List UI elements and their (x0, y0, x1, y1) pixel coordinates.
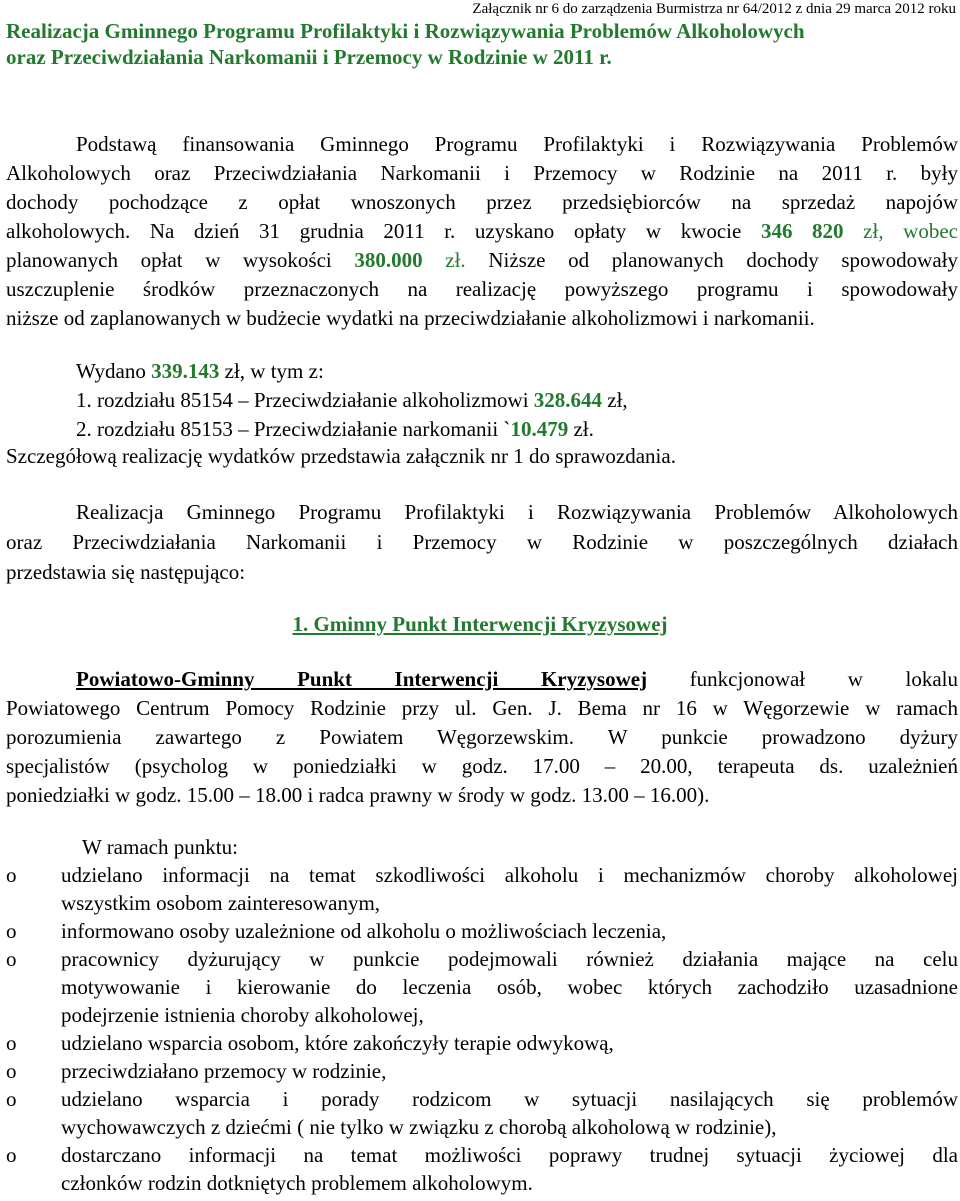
bullet-marker: o (6, 947, 17, 971)
list-item (6, 1085, 958, 1141)
intro-line: alkoholowych. Na dzień 31 grudnia 2011 r. uzyskano opłaty w kwocie 346 820 zł, wobec (6, 219, 958, 243)
punkt-line: poniedziałki w godz. 15.00 – 18.00 i radca prawny w środy w godz. 13.00 – 16.00). (6, 783, 710, 807)
expenses-total: Wydano 339.143 zł, w tym z: (76, 359, 324, 383)
section-heading: 1. Gminny Punkt Interwencji Kryzysowej (292, 612, 668, 636)
title-line-2: oraz Przeciwdziałania Narkomanii i Przemocy w Rodzinie w 2011 r. (6, 45, 612, 69)
realization-paragraph (6, 497, 958, 587)
spent-amount: 339.143 (151, 359, 220, 383)
list-item (6, 917, 958, 945)
punkt-line: porozumienia zawartego z Powiatem Węgorzewskim. W punkcie prowadzono dyżury (6, 725, 958, 749)
list-item-text: udzielano wsparcia osobom, które zakończyły terapie odwykową, (61, 1031, 614, 1055)
list-item-text: podejrzenie istnienia choroby alkoholowej, (61, 1003, 424, 1027)
punkt-line: Powiatowo-Gminny Punkt Interwencji Kryzysowej funkcjonował w lokalu (76, 667, 958, 691)
list-item-text: wszystkim osobom zainteresowanym, (61, 891, 381, 915)
w-ramach-label: W ramach punktu: (82, 835, 238, 859)
bullet-marker: o (6, 1059, 17, 1083)
intro-paragraph (6, 130, 958, 333)
document-title (6, 18, 956, 70)
punkt-line: specjalistów (psycholog w poniedziałki w godz. 17.00 – 20.00, terapeuta ds. uzależnień (6, 754, 958, 778)
activities-list (6, 861, 958, 1197)
title-line-1: Realizacja Gminnego Programu Profilaktyki i Rozwiązywania Problemów Alkoholowych (6, 19, 805, 43)
bullet-marker: o (6, 1143, 17, 1167)
annex-note-paragraph: Szczegółową realizację wydatków przedstawia załącznik nr 1 do sprawozdania. (6, 444, 676, 468)
bullet-marker: o (6, 1031, 17, 1055)
list-item-text: dostarczano informacji na temat możliwości poprawy trudnej sytuacji życiowej dla (61, 1143, 958, 1167)
list-item (6, 861, 958, 917)
intro-line: uszczuplenie środków przeznaczonych na realizację powyższego programu i spowodowały (6, 277, 958, 301)
intro-line: niższe od zaplanowanych w budżecie wydatki na przeciwdziałanie alkoholizmowi i narkomanii. (6, 306, 815, 330)
expenses-list (6, 357, 958, 444)
expense-item: 2. rozdziału 85153 – Przeciwdziałanie narkomanii `10.479 zł. (76, 417, 594, 441)
list-item-text: przeciwdziałano przemocy w rodzinie, (61, 1059, 387, 1083)
header-annex-note: Załącznik nr 6 do zarządzenia Burmistrza nr 64/2012 z dnia 29 marca 2012 roku (472, 1, 956, 17)
intro-line: Podstawą finansowania Gminnego Programu Profilaktyki i Rozwiązywania Problemów (76, 132, 958, 156)
list-item-text: członków rodzin dotkniętych problemem alkoholowym. (61, 1171, 533, 1195)
list-item-text: informowano osoby uzależnione od alkoholu o możliwościach leczenia, (61, 919, 667, 943)
realization-line: Realizacja Gminnego Programu Profilaktyki i Rozwiązywania Problemów Alkoholowych (76, 500, 958, 524)
realization-line: oraz Przeciwdziałania Narkomanii i Przemocy w Rodzinie w poszczególnych działach (6, 530, 958, 554)
list-item-text: udzielano wsparcia i porady rodzicom w sytuacji nasilających się problemów (61, 1087, 958, 1111)
planned-amount: 380.000 (354, 248, 423, 272)
list-item (6, 945, 958, 1029)
list-item-text: udzielano informacji na temat szkodliwości alkoholu i mechanizmów choroby alkoholowej (61, 863, 958, 887)
punkt-name: Powiatowo-Gminny Punkt Interwencji Kryzysowej (76, 667, 648, 691)
list-item-text: motywowanie i kierowanie do leczenia osób, wobec których zachodziło uzasadnione (61, 975, 958, 999)
bullet-marker: o (6, 919, 17, 943)
collected-amount: 346 820 (760, 219, 844, 243)
list-item (6, 1057, 958, 1085)
intro-line: planowanych opłat w wysokości 380.000 zł. Niższe od planowanych dochody spowodowały (6, 248, 958, 272)
list-item-text: pracownicy dyżurujący w punkcie podejmowali również działania mające na celu (61, 947, 958, 971)
crisis-point-paragraph (6, 665, 958, 810)
bullet-marker: o (6, 863, 17, 887)
list-item (6, 1029, 958, 1057)
realization-line: przedstawia się następująco: (6, 560, 246, 584)
bullet-marker: o (6, 1087, 17, 1111)
drug-amount: 10.479 (510, 417, 569, 441)
list-item-text: wychowawczych z dziećmi ( nie tylko w związku z chorobą alkoholową w rodzinie), (61, 1115, 777, 1139)
list-item (6, 1141, 958, 1197)
intro-line: dochody pochodzące z opłat wnoszonych przez przedsiębiorców na sprzedaż napojów (6, 190, 958, 214)
intro-line: Alkoholowych oraz Przeciwdziałania Narkomanii i Przemocy w Rodzinie na 2011 r. były (6, 161, 958, 185)
expense-item: 1. rozdziału 85154 – Przeciwdziałanie alkoholizmowi 328.644 zł, (76, 388, 628, 412)
alcohol-amount: 328.644 (533, 388, 603, 412)
punkt-line: Powiatowego Centrum Pomocy Rodzinie przy ul. Gen. J. Bema nr 16 w Węgorzewie w ramach (6, 696, 958, 720)
